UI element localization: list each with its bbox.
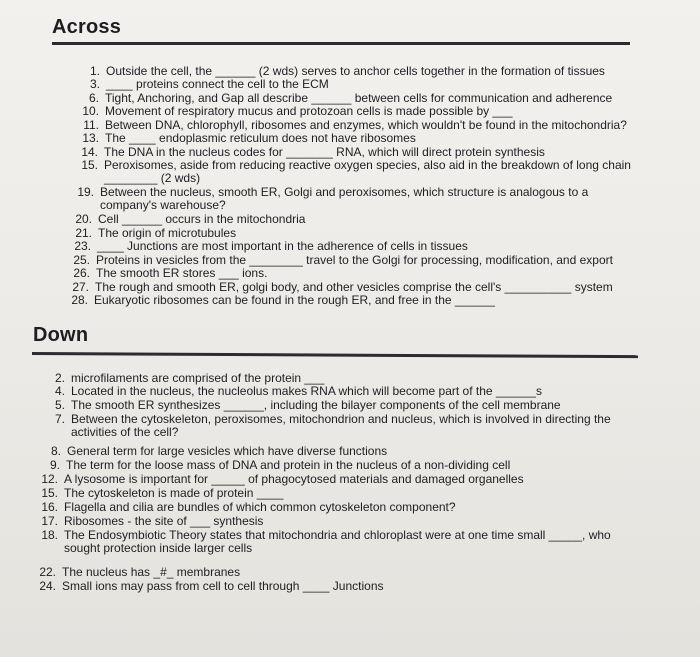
clue-text: Tight, Anchoring, and Gap all describe ______ between cells for communication and adherence [105,91,613,105]
clue-text: Ribosomes - the site of ___ synthesis [64,514,264,528]
across-clue-20 [75,212,306,226]
clue-text: The rough and smooth ER, golgi body, and other vesicles comprise the cell's __________ system [95,280,613,294]
clue-number: 21. [75,226,92,240]
clue-number: 11. [83,118,99,132]
across-clue-26 [73,266,268,280]
down-clue-22 [39,565,241,579]
clue-number: 9. [49,458,60,472]
clue-number: 15. [81,158,98,172]
clue-text: Movement of respiratory mucus and protozoan cells is made possible by ___ [105,104,513,118]
across-clue-28 [71,293,495,307]
clue-number: 23. [74,239,91,253]
clue-number: 3. [89,77,100,91]
clue-number: 19. [77,185,94,199]
down-clue-4 [54,384,542,398]
across-clue-13 [82,131,416,145]
clue-number: 6. [88,91,99,105]
down-clue-8 [50,444,388,458]
clue-text: The DNA in the nucleus codes for _______ RNA, which will direct protein synthesis [104,145,545,159]
clue-number: 4. [54,384,65,398]
clue-number: 25. [73,253,90,267]
clue-text: The cytoskeleton is made of protein ____ [64,486,284,500]
clue-text: Proteins in vesicles from the ________ travel to the Golgi for processing, modification, and export [96,253,613,267]
clue-text: Between DNA, chlorophyll, ribosomes and enzymes, which wouldn't be found in the mitochondria? [105,118,627,132]
clue-text: The Endosymbiotic Theory states that mitochondria and chloroplast were at one time small _____, who [64,528,611,542]
down-clue-12 [41,472,524,486]
down-rule [32,352,638,358]
down-clue-16 [41,500,456,514]
clue-number: 18. [41,528,58,542]
clue-text-continued: company's warehouse? [100,198,226,212]
down-clue-24 [39,579,384,593]
clue-number: 22. [39,565,56,579]
clue-number: 12. [41,472,58,486]
clue-number: 8. [50,444,61,458]
across-clue-23 [74,239,468,253]
clue-text: Located in the nucleus, the nucleolus makes RNA which will become part of the ______s [71,384,542,398]
clue-number: 7. [54,412,65,426]
clue-number: 17. [41,514,58,528]
down-heading: Down [33,324,89,346]
across-clue-10 [82,104,513,118]
clue-text: microfilaments are comprised of the protein ___ [71,371,325,385]
clue-text: The origin of microtubules [98,226,237,240]
clue-number: 15. [41,486,58,500]
clue-text: Outside the cell, the ______ (2 wds) serves to anchor cells together in the formation of tissues [106,64,605,78]
clue-text: The ____ endoplasmic reticulum does not have ribosomes [105,131,416,145]
clue-text: Peroxisomes, aside from reducing reactive oxygen species, also aid in the breakdown of long chain [104,158,631,172]
clue-text: Flagella and cilia are bundles of which common cytoskeleton component? [64,500,456,514]
across-rule [52,42,630,45]
clue-text: Small ions may pass from cell to cell through ____ Junctions [62,579,384,593]
clue-text: ____ proteins connect the cell to the ECM [106,77,329,91]
down-clue-9 [49,458,511,472]
across-heading: Across [52,16,122,38]
clue-number: 1. [89,64,100,78]
clue-text: Between the nucleus, smooth ER, Golgi and peroxisomes, which structure is analogous to a [100,185,589,199]
clue-number: 5. [54,398,65,412]
clue-text: The smooth ER synthesizes ______, including the bilayer components of the cell membrane [71,398,561,412]
down-clue-15 [41,486,284,500]
clue-number: 28. [71,293,88,307]
clue-number: 20. [75,212,92,226]
clue-text-continued: sought protection inside larger cells [64,541,253,555]
down-clue-5 [54,398,561,412]
clue-number: 26. [73,266,90,280]
clue-text: Cell ______ occurs in the mitochondria [98,212,306,226]
clue-text: Between the cytoskeleton, peroxisomes, mitochondrion and nucleus, which is involved in directing the [71,412,611,426]
clue-text: ____ Junctions are most important in the adherence of cells in tissues [97,239,468,253]
clue-number: 13. [82,131,99,145]
clue-text-continued: activities of the cell? [71,425,179,439]
clue-text: The term for the loose mass of DNA and protein in the nucleus of a non-dividing cell [66,458,511,472]
clue-text: Eukaryotic ribosomes can be found in the rough ER, and free in the ______ [94,293,495,307]
clue-number: 14. [81,145,98,159]
across-clue-3 [89,77,329,91]
down-clue-17 [41,514,264,528]
clue-number: 2. [54,371,65,385]
clue-number: 16. [41,500,58,514]
clue-number: 27. [72,280,89,294]
clue-text: The nucleus has _#_ membranes [62,565,241,579]
clue-number: 24. [39,579,56,593]
clue-text: A lysosome is important for _____ of phagocytosed materials and damaged organelles [64,472,524,486]
clue-text: General term for large vesicles which have diverse functions [67,444,388,458]
clue-text-continued: ________ (2 wds) [104,171,201,185]
clue-number: 10. [82,104,99,118]
clue-text: The smooth ER stores ___ ions. [96,266,268,280]
